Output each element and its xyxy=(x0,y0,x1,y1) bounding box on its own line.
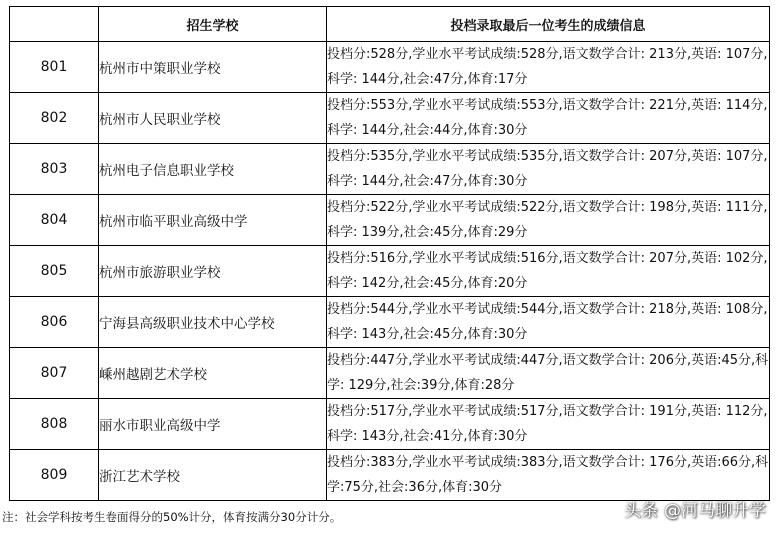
school-name: 宁海县高级职业技术中心学校 xyxy=(99,297,327,348)
score-info: 投档分:544分,学业水平考试成绩:544分,语文数学合计: 218分,英语: 108分,科学: 143分,社会:45分,体育:30分 xyxy=(327,297,770,348)
table-row xyxy=(10,42,770,93)
school-code: 808 xyxy=(10,399,99,450)
table-row xyxy=(10,399,770,450)
table-header-row xyxy=(10,7,770,42)
table-row xyxy=(10,144,770,195)
school-name: 杭州电子信息职业学校 xyxy=(99,144,327,195)
school-name: 杭州市旅游职业学校 xyxy=(99,246,327,297)
admission-table xyxy=(9,6,770,501)
school-code: 806 xyxy=(10,297,99,348)
table-row xyxy=(10,450,770,501)
score-info: 投档分:447分,学业水平考试成绩:447分,语文数学合计: 206分,英语:45分,科学: 129分,社会:39分,体育:28分 xyxy=(327,348,770,399)
header-score-info: 投档录取最后一位考生的成绩信息 xyxy=(327,7,770,42)
table-row xyxy=(10,348,770,399)
score-info: 投档分:535分,学业水平考试成绩:535分,语文数学合计: 207分,英语: 107分,科学: 144分,社会:47分,体育:30分 xyxy=(327,144,770,195)
table-row xyxy=(10,93,770,144)
school-name: 嵊州越剧艺术学校 xyxy=(99,348,327,399)
school-code: 807 xyxy=(10,348,99,399)
school-name: 杭州市中策职业学校 xyxy=(99,42,327,93)
score-info: 投档分:516分,学业水平考试成绩:516分,语文数学合计: 207分,英语: 102分,科学: 142分,社会:45分,体育:20分 xyxy=(327,246,770,297)
school-code: 802 xyxy=(10,93,99,144)
score-info: 投档分:553分,学业水平考试成绩:553分,语文数学合计: 221分,英语: 114分,科学: 144分,社会:44分,体育:30分 xyxy=(327,93,770,144)
header-code xyxy=(10,7,99,42)
school-name: 浙江艺术学校 xyxy=(99,450,327,501)
school-name: 杭州市人民职业学校 xyxy=(99,93,327,144)
score-info: 投档分:528分,学业水平考试成绩:528分,语文数学合计: 213分,英语: 107分,科学: 144分,社会:47分,体育:17分 xyxy=(327,42,770,93)
score-info: 投档分:383分,学业水平考试成绩:383分,语文数学合计: 176分,英语:66分,科学:75分,社会:36分,体育:30分 xyxy=(327,450,770,501)
watermark xyxy=(624,496,766,521)
school-name: 杭州市临平职业高级中学 xyxy=(99,195,327,246)
school-code: 805 xyxy=(10,246,99,297)
school-code: 809 xyxy=(10,450,99,501)
score-info: 投档分:522分,学业水平考试成绩:522分,语文数学合计: 198分,英语: 111分,科学: 139分,社会:45分,体育:29分 xyxy=(327,195,770,246)
watermark-author: @河马聊升学 xyxy=(664,501,766,521)
school-code: 804 xyxy=(10,195,99,246)
score-info: 投档分:517分,学业水平考试成绩:517分,语文数学合计: 191分,英语: 112分,科学: 143分,社会:41分,体育:30分 xyxy=(327,399,770,450)
header-school: 招生学校 xyxy=(99,7,327,42)
table-row xyxy=(10,297,770,348)
school-code: 803 xyxy=(10,144,99,195)
table-row xyxy=(10,246,770,297)
school-name: 丽水市职业高级中学 xyxy=(99,399,327,450)
table-row xyxy=(10,195,770,246)
watermark-source: 头条 xyxy=(624,501,658,521)
school-code: 801 xyxy=(10,42,99,93)
footnote: 注：社会学科按考生卷面得分的50%计分，体育按满分30分计分。 xyxy=(2,510,342,524)
